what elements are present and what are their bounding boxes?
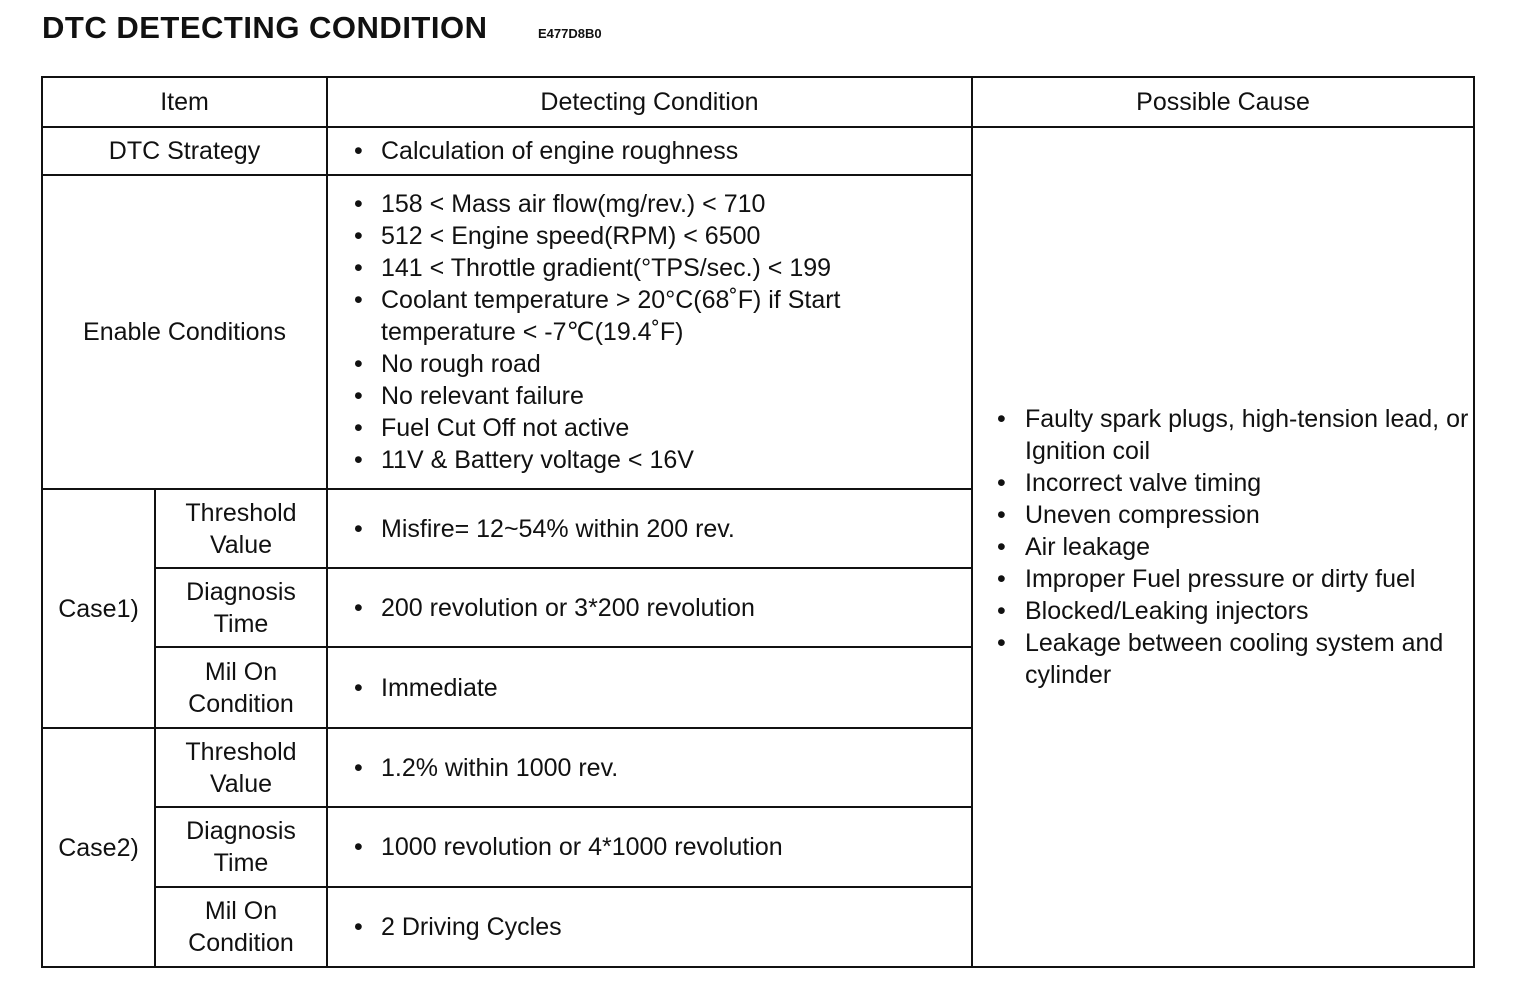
case2-threshold-condition <box>327 728 972 807</box>
cause-item: • Uneven compression <box>997 499 1469 531</box>
case2-label: Case2) <box>42 728 155 967</box>
case1-diagnosis-condition <box>327 568 972 647</box>
list-item: • 512 < Engine speed(RPM) < 6500 <box>354 220 971 252</box>
list-item: • 158 < Mass air flow(mg/rev.) < 710 <box>354 188 971 220</box>
list-item: • 11V & Battery voltage < 16V <box>354 444 971 476</box>
cause-item: • Faulty spark plugs, high-tension lead, or Ignition coil <box>997 403 1469 467</box>
list-item: • No rough road <box>354 348 971 380</box>
case2-threshold-label: Threshold Value <box>155 728 327 807</box>
column-header-detecting-condition: Detecting Condition <box>327 77 972 127</box>
dtc-condition-table <box>41 76 1475 968</box>
list-item: • Coolant temperature > 20°C(68˚F) if Start temperature < -7℃(19.4˚F) <box>354 284 971 348</box>
table-header-row <box>42 77 1474 127</box>
list-item: • 2 Driving Cycles <box>354 911 971 943</box>
case2-diagnosis-label: Diagnosis Time <box>155 807 327 887</box>
list-item: • No relevant failure <box>354 380 971 412</box>
case2-diagnosis-condition <box>327 807 972 887</box>
list-item: • Misfire= 12~54% within 200 rev. <box>354 513 971 545</box>
case1-threshold-condition <box>327 489 972 568</box>
condition-enable-conditions <box>327 175 972 489</box>
list-item: • Calculation of engine roughness <box>354 135 971 167</box>
cause-item: • Air leakage <box>997 531 1469 563</box>
column-header-item: Item <box>42 77 327 127</box>
case1-diagnosis-label: Diagnosis Time <box>155 568 327 647</box>
cause-item: • Blocked/Leaking injectors <box>997 595 1469 627</box>
item-enable-conditions: Enable Conditions <box>42 175 327 489</box>
table-row-dtc-strategy <box>42 127 1474 175</box>
column-header-possible-cause: Possible Cause <box>972 77 1474 127</box>
list-item: • 1000 revolution or 4*1000 revolution <box>354 831 971 863</box>
list-item: • 200 revolution or 3*200 revolution <box>354 592 971 624</box>
page-title: DTC DETECTING CONDITION <box>42 10 488 45</box>
case2-mil-condition <box>327 887 972 967</box>
document-code: E477D8B0 <box>538 26 602 41</box>
condition-dtc-strategy <box>327 127 972 175</box>
case1-mil-label: Mil On Condition <box>155 647 327 728</box>
list-item: • Fuel Cut Off not active <box>354 412 971 444</box>
list-item: • 1.2% within 1000 rev. <box>354 752 971 784</box>
possible-cause-cell <box>972 127 1474 967</box>
list-item: • 141 < Throttle gradient(°TPS/sec.) < 199 <box>354 252 971 284</box>
list-item: • Immediate <box>354 672 971 704</box>
cause-item: • Leakage between cooling system and cylinder <box>997 627 1469 691</box>
case1-threshold-label: Threshold Value <box>155 489 327 568</box>
cause-item: • Incorrect valve timing <box>997 467 1469 499</box>
case1-mil-condition <box>327 647 972 728</box>
item-dtc-strategy: DTC Strategy <box>42 127 327 175</box>
case1-label: Case1) <box>42 489 155 728</box>
case2-mil-label: Mil On Condition <box>155 887 327 967</box>
cause-item: • Improper Fuel pressure or dirty fuel <box>997 563 1469 595</box>
